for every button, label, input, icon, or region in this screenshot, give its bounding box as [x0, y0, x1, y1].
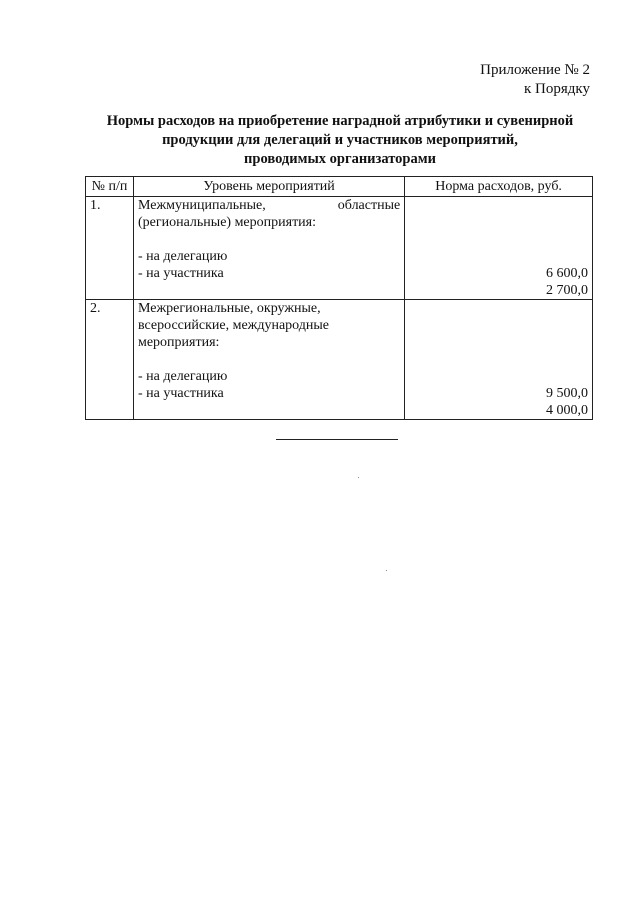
delegation-value: 6 600,0 — [546, 266, 588, 281]
expense-norm-cell — [405, 300, 593, 420]
appendix-reference: к Порядку — [524, 81, 590, 97]
event-level-cell — [133, 300, 404, 420]
scan-speck — [386, 570, 387, 571]
row-number: 1. — [86, 197, 134, 300]
table-header-row — [86, 177, 593, 197]
delegation-label: - на делегацию — [137, 249, 228, 264]
event-level-word: областные — [337, 198, 401, 213]
event-level-cell — [133, 197, 404, 300]
event-level-word: Межмуниципальные, — [137, 198, 266, 213]
expense-norms-table — [85, 176, 593, 420]
header-event-level: Уровень мероприятий — [133, 177, 404, 197]
appendix-note — [480, 61, 590, 99]
event-level-line: Межрегиональные, окружные, — [137, 301, 321, 316]
expense-norm-cell — [405, 197, 593, 300]
title-line-2: продукции для делегаций и участников мероприятий, — [162, 132, 518, 148]
participant-label: - на участника — [137, 386, 224, 401]
table-row — [86, 300, 593, 420]
table-row — [86, 197, 593, 300]
participant-value: 2 700,0 — [546, 283, 588, 298]
participant-value: 4 000,0 — [546, 403, 588, 418]
appendix-number: Приложение № 2 — [480, 62, 590, 78]
title-line-3: проводимых организаторами — [244, 151, 436, 167]
participant-label: - на участника — [137, 266, 224, 281]
event-level-line — [138, 197, 400, 214]
event-level-line: всероссийские, международные — [137, 318, 330, 333]
closing-rule — [276, 439, 398, 440]
event-level-line: (региональные) мероприятия: — [137, 215, 317, 230]
event-level-line: мероприятия: — [137, 335, 220, 350]
document-title — [60, 112, 620, 169]
scan-speck — [358, 477, 359, 478]
delegation-label: - на делегацию — [137, 369, 228, 384]
header-number: № п/п — [86, 177, 134, 197]
row-number: 2. — [86, 300, 134, 420]
header-expense-norm: Норма расходов, руб. — [405, 177, 593, 197]
delegation-value: 9 500,0 — [546, 386, 588, 401]
title-line-1: Нормы расходов на приобретение наградной атрибутики и сувенирной — [106, 113, 574, 129]
